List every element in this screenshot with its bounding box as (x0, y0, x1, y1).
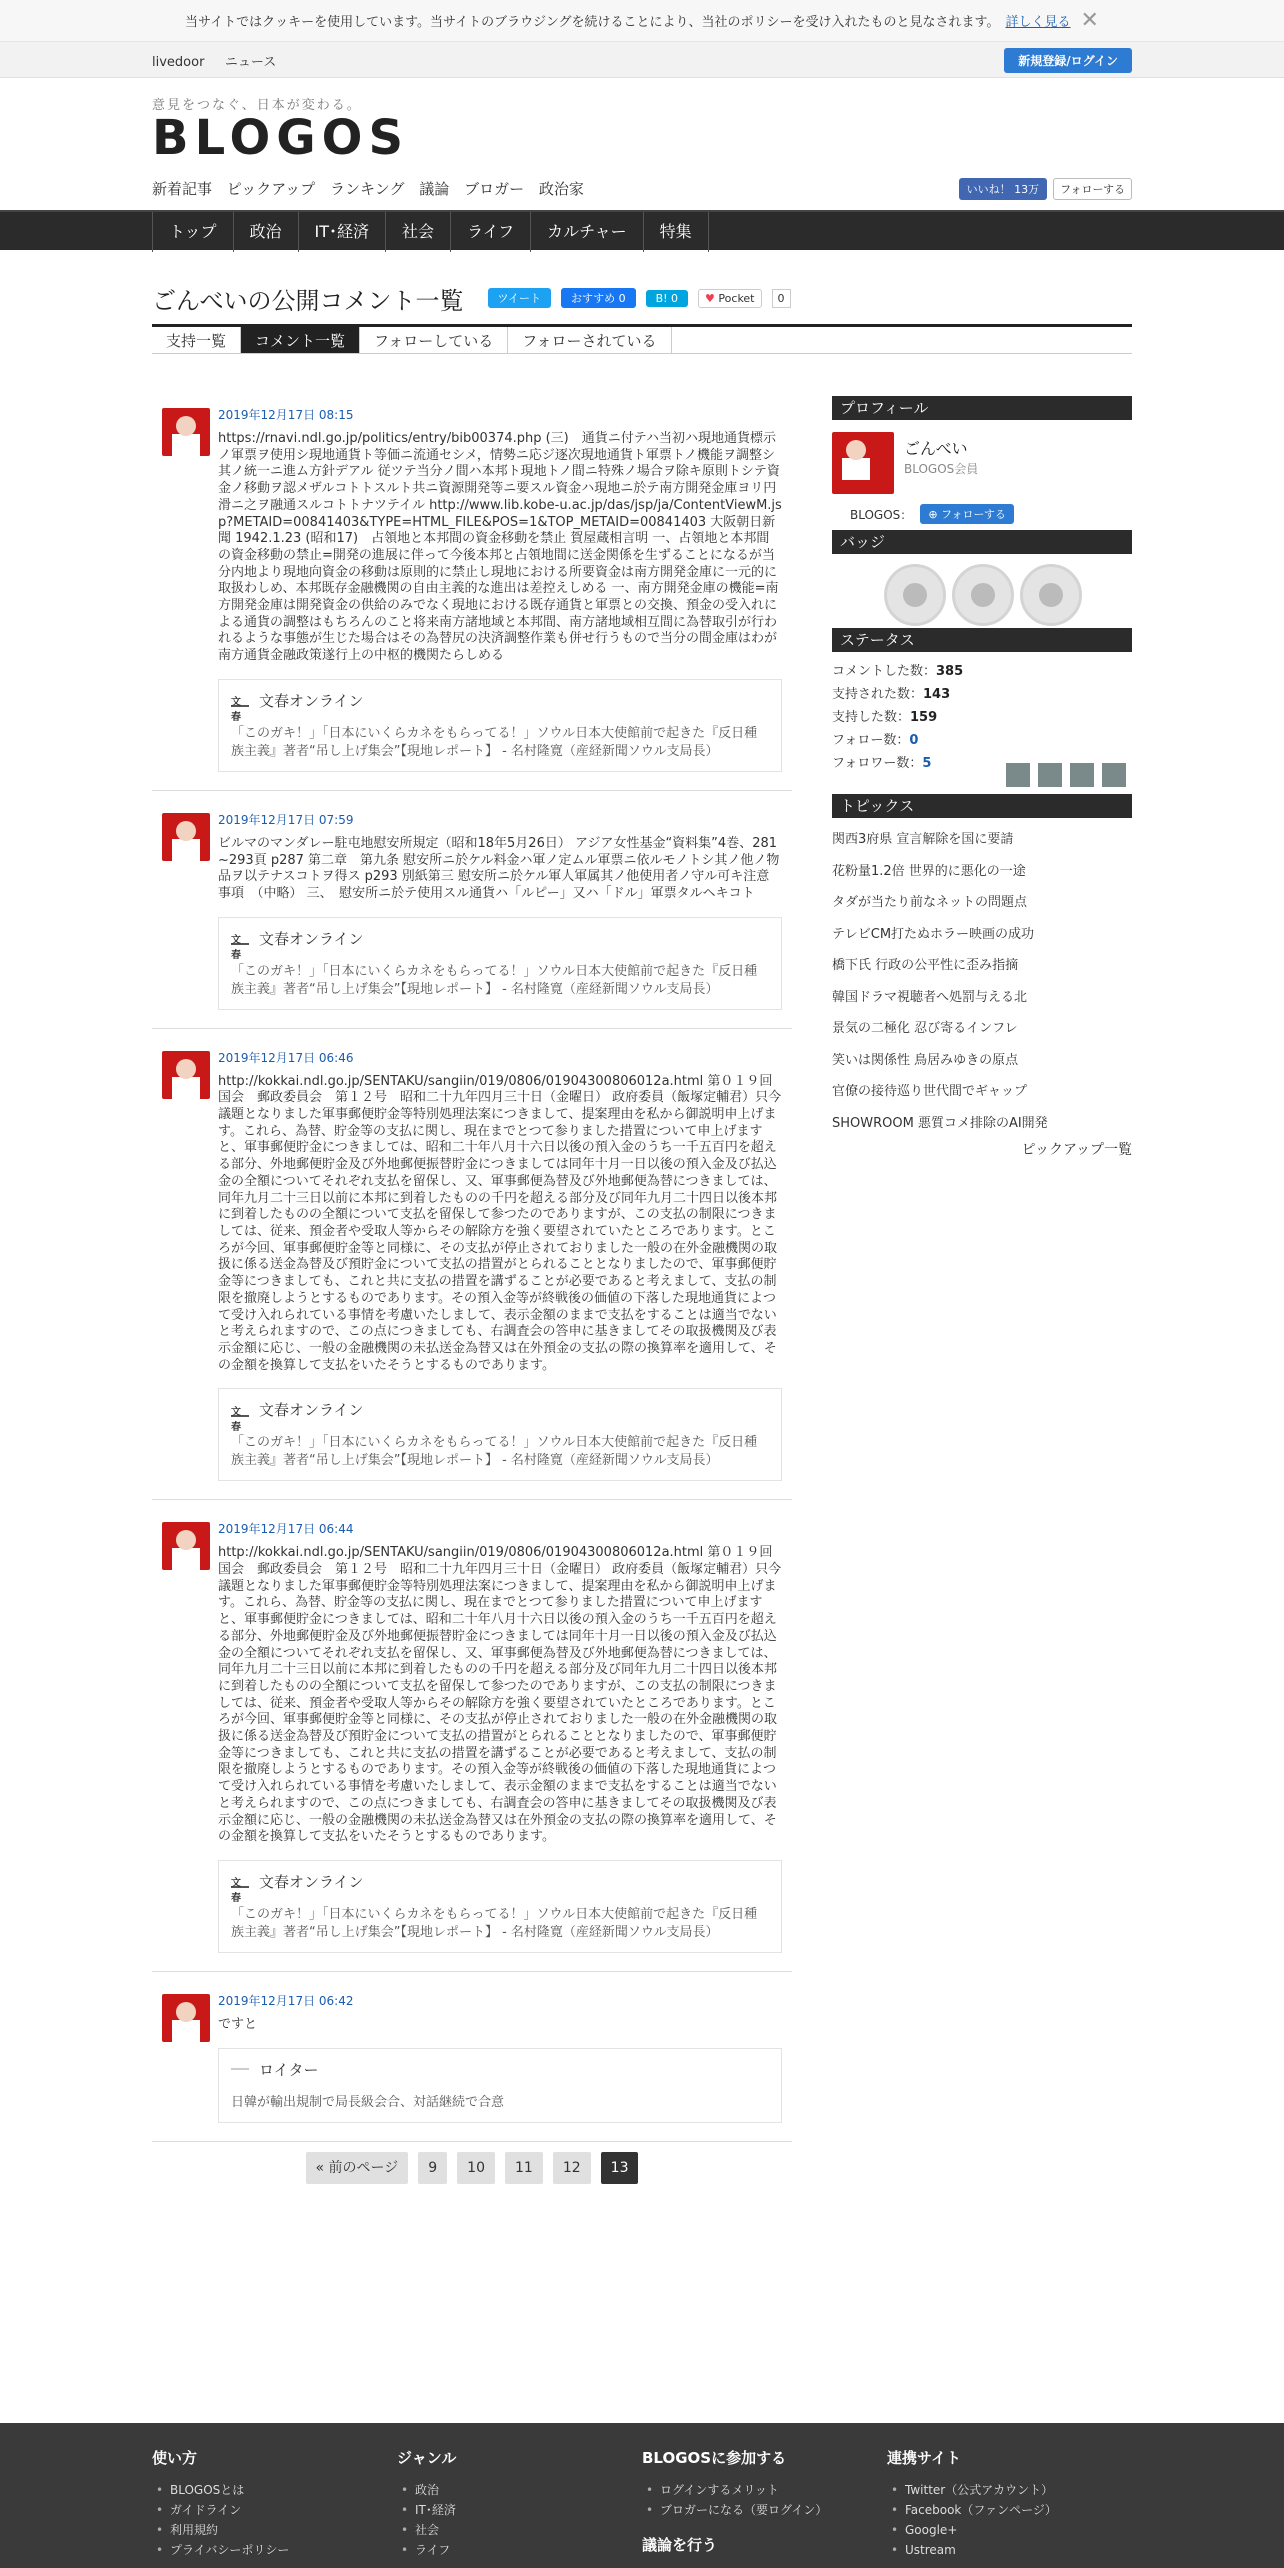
register-login-button[interactable]: 新規登録/ログイン (1004, 48, 1132, 73)
footer-link[interactable]: • 政治 (397, 2480, 642, 2500)
source-name: 文春オンライン (259, 691, 364, 710)
article-title[interactable]: 「このガキ！」「日本にいくらカネをもらってる！」ソウル日本大使館前で起きた『反日種族主義』著者“吊し上げ集会”【現地レポート】 - 名村隆寛（産経新聞ソウル支局長） (231, 725, 758, 759)
footer-link[interactable]: • Twitter（公式アカウント） (887, 2480, 1132, 2500)
follow-label: フォローする (941, 508, 1006, 521)
profile-avatar[interactable] (832, 432, 894, 494)
prev-page-button[interactable]: « 前のページ (306, 2152, 409, 2184)
blogos-label: BLOGOS： (850, 507, 913, 522)
topic-link[interactable]: 景気の二極化 忍び寄るインフレ (832, 1021, 1018, 1036)
footer-link[interactable]: • Ustream (887, 2540, 1132, 2560)
livedoor-link[interactable]: livedoor (152, 54, 205, 70)
nav-pickup[interactable]: ピックアップ (226, 180, 316, 198)
comment-list (152, 386, 792, 2184)
current-page: 13 (601, 2152, 639, 2184)
avatar[interactable] (162, 1051, 210, 1099)
topic-link[interactable]: タダが当たり前なネットの問題点 (832, 895, 1028, 910)
footer-link[interactable]: • 社会 (397, 2520, 642, 2540)
status-box (832, 652, 1132, 794)
comment-date[interactable]: 2019年12月17日 06:44 (218, 1522, 354, 1537)
nav-new-articles[interactable]: 新着記事 (152, 180, 213, 198)
footer-heading: 連携サイト (887, 2449, 961, 2467)
comment-item (152, 1500, 792, 1972)
share-badge-icon[interactable] (1020, 564, 1082, 626)
footer-link[interactable]: • ライフ (397, 2540, 642, 2560)
global-nav (152, 178, 594, 199)
topics-heading: トピックス (832, 794, 1132, 818)
avatar[interactable] (162, 813, 210, 861)
article-title[interactable]: 「このガキ！」「日本にいくらカネをもらってる！」ソウル日本大使館前で起きた『反日種族主義』著者“吊し上げ集会”【現地レポート】 - 名村隆寛（産経新聞ソウル支局長） (231, 1435, 758, 1469)
source-logo-icon: 文春 (231, 931, 249, 945)
follower-avatar[interactable] (1006, 763, 1030, 787)
stat-supports: 支持した数：159 (832, 710, 938, 725)
tab-followers[interactable]: フォローされている (508, 327, 671, 353)
article-title[interactable]: 日韓が輸出規制で局長級会合、対話継続で合意 (231, 2094, 505, 2110)
pickup-list-link[interactable]: ピックアップ一覧 (1021, 1142, 1132, 1158)
nav-bloggers[interactable]: ブロガー (464, 180, 525, 198)
pocket-count: 0 (772, 289, 791, 308)
profile-tabs (152, 324, 1132, 354)
site-header (152, 78, 1132, 210)
tagline: 意見をつなぐ、日本が変わる。 (152, 98, 362, 113)
footer-link[interactable]: • プライバシーポリシー (152, 2540, 397, 2560)
badges-heading: バッジ (832, 530, 1132, 554)
stat-comments: コメントした数：385 (832, 664, 964, 679)
comment-text: ですと (218, 2016, 258, 2032)
follower-avatar[interactable] (1102, 763, 1126, 787)
topic-link[interactable]: 関西3府県 宣言解除を国に要請 (832, 832, 1014, 847)
avatar[interactable] (162, 1994, 210, 2042)
cat-culture[interactable]: カルチャー (530, 212, 643, 252)
status-heading: ステータス (832, 628, 1132, 652)
referenced-article[interactable] (218, 1388, 782, 1481)
footer-heading: ジャンル (397, 2449, 457, 2467)
tab-comments[interactable]: コメント一覧 (241, 327, 360, 353)
topic-link[interactable]: 韓国ドラマ視聴者へ処罰与える北 (832, 989, 1028, 1005)
stat-supported: 支持された数：143 (832, 687, 951, 702)
footer-heading: 議論を行う (642, 2536, 718, 2554)
news-link[interactable]: ニュース (224, 54, 277, 70)
cookie-details-link[interactable]: 詳しく見る (1005, 15, 1071, 30)
stat-following: フォロー数：0 (832, 733, 919, 748)
source-name: 文春オンライン (259, 1401, 364, 1420)
footer-link[interactable]: • ガイドライン (152, 2500, 397, 2520)
follower-thumbnails (1006, 763, 1126, 787)
nav-discussion[interactable]: 議論 (419, 180, 450, 198)
stat-followers: フォロワー数：5 (832, 756, 932, 771)
topic-link[interactable]: テレビCM打たぬホラー映画の成功 (832, 926, 1035, 942)
tweet-button[interactable]: ツイート (488, 288, 551, 308)
article-title[interactable]: 「このガキ！」「日本にいくらカネをもらってる！」ソウル日本大使館前で起きた『反日種族主義』著者“吊し上げ集会”【現地レポート】 - 名村隆寛（産経新聞ソウル支局長） (231, 1906, 758, 1940)
badges (832, 554, 1132, 628)
close-icon[interactable]: ✕ (1080, 7, 1099, 33)
referenced-article[interactable] (218, 679, 782, 772)
pagination (152, 2152, 792, 2184)
twitter-follow-button[interactable]: フォローする (1053, 178, 1132, 200)
comment-badge-icon[interactable] (884, 564, 946, 626)
avatar[interactable] (162, 408, 210, 456)
referenced-article[interactable] (218, 2048, 782, 2123)
page-link[interactable]: 12 (553, 2152, 591, 2184)
topic-link[interactable]: 笑いは関係性 鳥居みゆきの原点 (832, 1052, 1019, 1068)
comment-date[interactable]: 2019年12月17日 07:59 (218, 812, 354, 827)
page-title: ごんべいの公開コメント一覧 (152, 286, 464, 315)
topics-list (832, 818, 1132, 1159)
footer-link[interactable]: • IT･経済 (397, 2500, 642, 2520)
comment-item (152, 386, 792, 791)
pocket-icon: ♥ (705, 291, 715, 305)
comment-text: http://kokkai.ndl.go.jp/SENTAKU/sangiin/019/0806/01904300806012a.html 第０１９回国会 郵政委員会 第１２号 昭和二十九年四月三十日（金曜日） 政府委員（飯塚定輔君）只今議題となりました軍事郵便貯金等特別処理法案につきまして、提案理由を私から御説明申上げます。これら、為替、貯金等の支払に関し、現在までとつて参りました措置について申上げますと、軍事郵便貯金につきましては、昭和二十年八月十六日以後の預入金のうち一千五百円を超える部分、外地郵便貯金及び外地郵便振替貯金につきましては同年十月一日以後の預入金及び払込金の全額についてそれぞれ支払を留保し、又、軍事郵便為替及び外地郵便為替につきましては、同年九月二十三日以前に本邦に到着したものの千円を超える部分及び同年九月二十四日以後本邦に到着したものの全額について支払を留保して参つたのでありますが、この支払の制限につきましては、従来、預金者や受取人等からその解除方を強く要望されていたところであります。ところが今回、軍事郵便貯金等と同様に、その支払が停止されておりました一般の在外金融機関の取扱に係る送金為替及び預貯金について支払の措置がとられることとなりましたので、軍事郵便貯金等につきましても、これと共に支払の措置を講ずることが必要であると考えまして、支払の制限を撤廃しようとするものであります。その預入金等が終戦後の価値の下落した現地通貨によつて受け入れられている事情を考慮いたしまして、表示金額のままで支払をすることは適当でないと考えられますので、この点につきましても、右調査会の答申に基きましてその取扱機関及び表示金額に応じ、一般の金融機関の未払送金為替又は在外預金の支払の際の換算率を適用して、その金額を換算して支払をいたそうとするものであります。 (218, 1545, 782, 1845)
page-link[interactable]: 9 (418, 2152, 447, 2184)
comment-item (152, 791, 792, 1029)
comment-item (152, 1972, 792, 2142)
footer-link[interactable]: • Facebook（ファンページ） (887, 2500, 1132, 2520)
source-name: 文春オンライン (259, 929, 364, 948)
comment-date[interactable]: 2019年12月17日 08:15 (218, 408, 354, 422)
source-logo-icon: 文春 (231, 693, 249, 707)
footer-heading: BLOGOSに参加する (642, 2449, 787, 2467)
source-name: 文春オンライン (259, 1872, 364, 1891)
profile-heading: プロフィール (832, 396, 1132, 420)
article-title[interactable]: 「このガキ！」「日本にいくらカネをもらってる！」ソウル日本大使館前で起きた『反日種族主義』著者“吊し上げ集会”【現地レポート】 - 名村隆寛（産経新聞ソウル支局長） (231, 963, 758, 997)
referenced-article[interactable] (218, 1860, 782, 1953)
comment-date[interactable]: 2019年12月17日 06:46 (218, 1050, 354, 1065)
avatar[interactable] (162, 1522, 210, 1570)
source-logo-icon: 文春 (231, 1874, 249, 1888)
facebook-like-button[interactable]: いいね！ 13万 (959, 178, 1048, 200)
site-footer (0, 2423, 1284, 2568)
profile-name: ごんべい (904, 439, 968, 458)
topic-link[interactable]: SHOWROOM 悪質コメ排除のAI開発 (832, 1115, 1048, 1131)
referenced-article[interactable] (218, 917, 782, 1010)
follower-avatar[interactable] (1070, 763, 1094, 787)
footer-link[interactable]: • BLOGOSとは (152, 2480, 397, 2500)
cookie-text: 当サイトではクッキーを使用しています。当サイトのブラウジングを続けることにより、当社のポリシーを受け入れたものと見なされます。 (185, 15, 1000, 30)
topic-link[interactable]: 橋下氏 行政の公平性に歪み指摘 (832, 958, 1019, 973)
cat-politics[interactable]: 政治 (233, 212, 298, 252)
facebook-share-button[interactable]: おすすめ 0 (561, 288, 636, 308)
pocket-button[interactable] (698, 289, 761, 308)
cat-feature[interactable]: 特集 (643, 212, 709, 252)
follower-avatar[interactable] (1038, 763, 1062, 787)
cat-top[interactable]: トップ (152, 212, 233, 252)
cookie-banner (0, 0, 1284, 42)
topic-link[interactable]: 官僚の接待巡り世代間でギャップ (832, 1084, 1028, 1099)
pocket-label: Pocket (718, 291, 755, 305)
sidebar (832, 396, 1132, 1159)
tab-supports[interactable]: 支持一覧 (152, 327, 241, 353)
top-bar (0, 42, 1284, 78)
topic-link[interactable]: 花粉量1.2倍 世界的に悪化の一途 (832, 863, 1026, 879)
comment-text: ビルマのマンダレー駐屯地慰安所規定（昭和18年5月26日） アジア女性基金“資料集”4巻、281~293頁 p287 第二章 第九条 慰安所ニ於ケル料金ハ軍ノ定ムル軍票ニ依ルモノトシ其ノ他ノ物品ヲ以テナスコトヲ得ス p293 別紙第三 慰安所ニ於ケル軍人軍属其ノ他使用者ノ守ル可キ注意事項 （中略） 三、 慰安所ニ於テ使用スル通貨ハ「ルピー」又ハ「ドル」軍票タルヘキコト (218, 835, 780, 901)
profile-role: BLOGOS会員 (904, 462, 979, 476)
comment-date[interactable]: 2019年12月17日 06:42 (218, 1993, 354, 2008)
category-nav (0, 210, 1284, 250)
footer-link[interactable]: • ブロガーになる（要ログイン） (642, 2500, 887, 2520)
cat-society[interactable]: 社会 (385, 212, 450, 252)
comment-text: https://rnavi.ndl.go.jp/politics/entry/bib00374.php (三) 通貨ニ付テハ当初ハ現地通貨標示ノ軍票ヲ使用シ現地通貨ト等価ニ流通セシメ，情勢ニ応ジ逐次現地通貨ト軍票トノ機能ヲ調整シ其ノ統一ニ進ム方針デアル 従ツテ当分ノ間ハ本邦ト現地トノ間ニ特殊ノ場合ヲ除キ原則トシテ資金ノ移動ヲ認メザルコトトスルト共ニ資源開発等ニ要スル資金ハ現地ニ於テ南方開発金庫ヨリ円滑ニ之ヲ融通スルコトトナツテイル http://www.lib.kobe-u.ac.jp/das/jsp/ja/ContentViewM.jsp?METAID=00841403&TYPE=HTML_FILE&POS=1&TOP_METAID=00841403 大阪朝日新聞 1942.1.23 (昭和17) 占領地と本邦間の資金移動を禁止 賀屋蔵相言明 一、占領地と本邦間の資金移動の禁止=開発の進展に伴って今後本邦と占領地間に送金関係を生ずることになるが当分内地より現地向資金の移動は原則的に禁止し現地における所要資金は南方開発金庫に一元的に取扱わしめ、本邦既存金融機関の自由主義的な進出は差控えしめる 一、南方開発金庫の機能=南方開発金庫は開発資金の供給のみでなく現地における既存通貨と軍票との交換、預金の受入れによる通貨の調整はもちろんのこと将来南方諸地域と本邦間、南方諸地域相互間に為替取引が行われるような事態が生じた場合はその為替尻の決済調整作業も併せ行うもので当分の間金庫はわが南方通貨金融政策遂行上の中枢的機関たらしめる (218, 431, 782, 664)
cat-life[interactable]: ライフ (450, 212, 530, 252)
nav-ranking[interactable]: ランキング (329, 180, 405, 198)
follow-button[interactable]: ⊕ フォローする (920, 504, 1014, 524)
hatena-bookmark-button[interactable]: B! 0 (646, 290, 688, 307)
cat-it-economy[interactable]: IT･経済 (298, 212, 386, 252)
footer-heading: 使い方 (152, 2449, 198, 2467)
footer-link[interactable]: • Google+ (887, 2520, 1132, 2540)
source-logo-icon: 文春 (231, 1403, 249, 1417)
comment-item (152, 1029, 792, 1501)
footer-link[interactable]: • ログインするメリット (642, 2480, 887, 2500)
page-link[interactable]: 11 (505, 2152, 543, 2184)
source-logo-icon (231, 2068, 249, 2070)
nav-politicians[interactable]: 政治家 (538, 180, 584, 198)
support-badge-icon[interactable] (952, 564, 1014, 626)
profile-box (832, 420, 1132, 530)
footer-link[interactable]: • 利用規約 (152, 2520, 397, 2540)
comment-text: http://kokkai.ndl.go.jp/SENTAKU/sangiin/019/0806/01904300806012a.html 第０１９回国会 郵政委員会 第１２号 昭和二十九年四月三十日（金曜日） 政府委員（飯塚定輔君）只今議題となりました軍事郵便貯金等特別処理法案につきまして、提案理由を私から御説明申上げます。これら、為替、貯金等の支払に関し、現在までとつて参りました措置について申上げますと、軍事郵便貯金につきましては、昭和二十年八月十六日以後の預入金のうち一千五百円を超える部分、外地郵便貯金及び外地郵便振替貯金につきましては同年十月一日以後の預入金及び払込金の全額についてそれぞれ支払を留保し、又、軍事郵便為替及び外地郵便為替につきましては、同年九月二十三日以前に本邦に到着したものの千円を超える部分及び同年九月二十四日以後本邦に到着したものの全額について支払を留保して参つたのでありますが、この支払の制限につきましては、従来、預金者や受取人等からその解除方を強く要望されていたところであります。ところが今回、軍事郵便貯金等と同様に、その支払が停止されておりました一般の在外金融機関の取扱に係る送金為替及び預貯金について支払の措置がとられることとなりましたので、軍事郵便貯金等につきましても、これと共に支払の措置を講ずることが必要であると考えまして、支払の制限を撤廃しようとするものであります。その預入金等が終戦後の価値の下落した現地通貨によつて受け入れられている事情を考慮いたしまして、表示金額のままで支払をすることは適当でないと考えられますので、この点につきましても、右調査会の答申に基きましてその取扱機関及び表示金額に応じ、一般の金融機関の未払送金為替又は在外預金の支払の際の換算率を適用して、その金額を換算して支払をいたそうとするものであります。 (218, 1073, 782, 1373)
source-name: ロイター (259, 2060, 319, 2079)
page-link[interactable]: 10 (457, 2152, 495, 2184)
tab-following[interactable]: フォローしている (360, 327, 508, 353)
site-logo[interactable]: BLOGOS (152, 110, 410, 166)
